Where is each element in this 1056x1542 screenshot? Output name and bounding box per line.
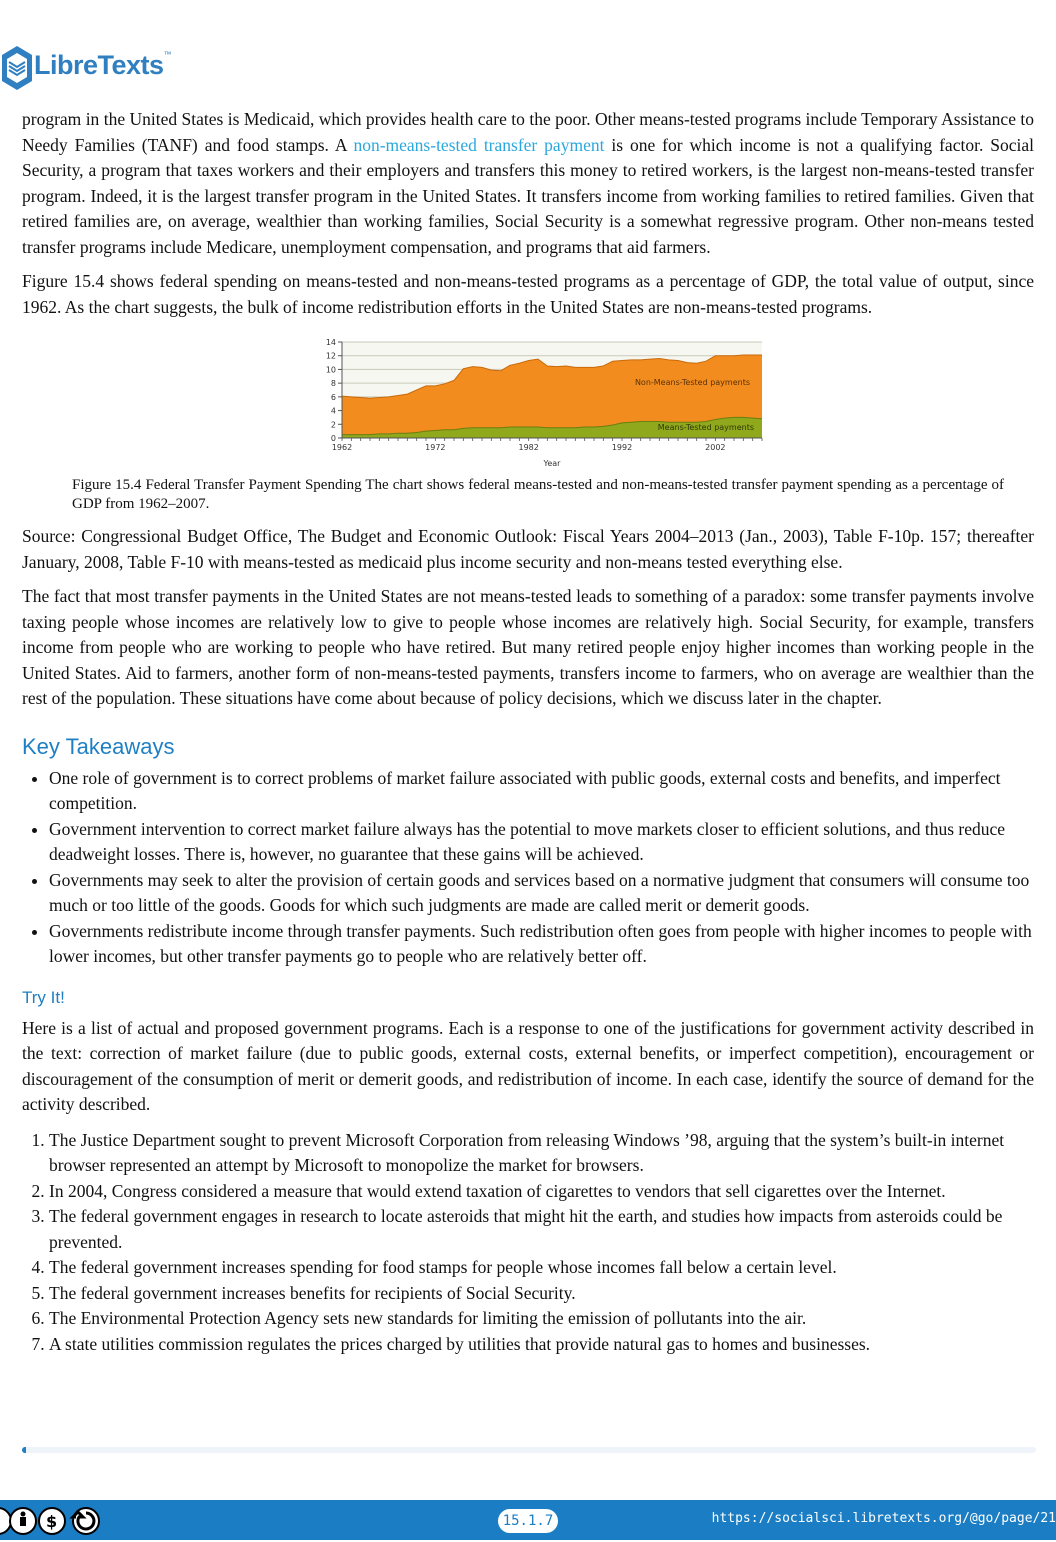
- y-tick-label: 12: [325, 351, 336, 361]
- list-item: • One role of government is to correct problems of market failure associated with public goods, external costs and benefits, and imperfect competition.: [49, 766, 1034, 817]
- list-item: • Government intervention to correct market failure always has the potential to move markets closer to efficient solutions, and thus reduce deadweight losses. There is, however, no guarantee that these gains will be achieved.: [49, 817, 1034, 868]
- y-tick-label: 4: [330, 406, 336, 416]
- logo-text: LibreTexts: [34, 50, 164, 80]
- x-tick-label: 1982: [518, 443, 539, 452]
- logo-wordmark[interactable]: [34, 50, 171, 81]
- x-tick-label: 1992: [611, 443, 633, 452]
- try-it-list: [22, 1128, 1034, 1358]
- key-takeaways-heading: Key Takeaways: [22, 733, 175, 759]
- x-tick-label: 1972: [425, 443, 446, 452]
- list-item: • Governments redistribute income through transfer payments. Such redistribution often goes from people with higher incomes to people with lower incomes, but other transfer payments go to people who are relatively better off.: [49, 919, 1034, 970]
- y-tick-label: 2: [330, 420, 336, 430]
- source-note: Source: Congressional Budget Office, The Budget and Economic Outlook: Fiscal Years 2004–2013 (Jan., 2003), Table F-10p. 157; thereafter January, 2008, Table F-10 with means-tested as medicaid plus income security and non-means tested everything else.: [22, 526, 1034, 572]
- figure-caption: Figure 15.4 Federal Transfer Payment Spending The chart shows federal means-tested and non-means-tested transfer payment spending as a percentage of GDP from 1962–2007.: [72, 477, 1004, 512]
- series-label-means-tested: Means-Tested payments: [657, 423, 754, 432]
- x-axis-label: Year: [543, 459, 561, 468]
- list-item: • Governments may seek to alter the provision of certain goods and services based on a normative judgment that consumers will consume too much or too little of the goods. Goods for which such judgments are made are called merit or demerit goods.: [49, 868, 1034, 919]
- series-label-non-means-tested: Non-Means-Tested payments: [634, 378, 750, 387]
- list-item: 7. A state utilities commission regulates the prices charged by utilities that provide natural gas to homes and businesses.: [49, 1332, 1034, 1358]
- y-tick-label: 10: [325, 365, 336, 375]
- paragraph-paradox: The fact that most transfer payments in the United States are not means-tested leads to something of a paradox: some transfer payments involve taxing people whose incomes are relatively low to give to people whose incomes are relatively high. Social Security, for example, transfers income from people who are working to people who have retired. But many retired people enjoy higher incomes than working people in the United States. Aid to farmers, another form of non-means-tested payments, transfers income to farmers, who on average are wealthier than the rest of the population. These situations have come about because of policy decisions, which we discuss later in the chapter.: [22, 586, 1034, 708]
- transfer-payment-chart: [302, 334, 772, 476]
- glossary-link-non-means-tested[interactable]: non-means-tested transfer payment: [353, 134, 605, 155]
- logo-trademark: ™: [163, 50, 172, 59]
- libretexts-logo-icon[interactable]: [0, 42, 34, 94]
- paragraph-text: is one for which income is not a qualifying factor. Social Security, a program that taxes workers and their employers and transfers this money to retired workers, is the largest non-means-tested transfer program. Indeed, it is the largest transfer program in the United States. It transfers income from working families to retired families. Given that retired families are, on average, wealthier than working families, Social Security is a somewhat regressive program. Other non-means tested transfer programs include Medicare, unemployment compensation, and programs that aid farmers.: [22, 134, 1034, 257]
- y-tick-label: 6: [330, 392, 336, 402]
- creative-commons-license-icon[interactable]: [0, 1506, 104, 1536]
- site-header: [0, 36, 300, 100]
- x-tick-label: 1962: [331, 443, 353, 452]
- try-it-intro: Here is a list of actual and proposed government programs. Each is a response to one of the justifications for government activity described in the text: correction of market failure (due to public goods, external costs, external benefits, or imperfect competition), encouragement or discouragement of the consumption of merit or demerit goods, and redistribution of income. In each case, identify the source of demand for the activity described.: [22, 1017, 1034, 1114]
- y-tick-label: 8: [330, 379, 336, 389]
- svg-text:$: $: [46, 1512, 58, 1531]
- y-tick-label: 14: [325, 338, 336, 347]
- list-item: 2. In 2004, Congress considered a measure that would extend taxation of cigarettes to vendors that sell cigarettes over the Internet.: [49, 1179, 1034, 1205]
- paragraph-figure-intro: Figure 15.4 shows federal spending on means-tested and non-means-tested programs as a percentage of GDP, the total value of output, since 1962. As the chart suggests, the bulk of income redistribution efforts in the United States are non-means-tested programs.: [22, 271, 1034, 317]
- page-footer: [0, 1500, 1056, 1540]
- page-url-link[interactable]: https://socialsci.libretexts.org/@go/page/21: [711, 1511, 1056, 1526]
- paragraph-means-tested: [22, 107, 1034, 260]
- list-item: 1. The Justice Department sought to prevent Microsoft Corporation from releasing Windows ’98, arguing that the system’s built-in internet browser represented an attempt by Microsoft to monopolize the market for browsers.: [49, 1128, 1034, 1179]
- list-item: 5. The federal government increases benefits for recipients of Social Security.: [49, 1281, 1034, 1307]
- try-it-heading: Try It!: [22, 987, 65, 1007]
- page-number: 15.1.7: [498, 1509, 558, 1533]
- y-tick-label: 0: [330, 434, 336, 443]
- figure-15-4: [22, 334, 1034, 476]
- paragraph-text: program in the United States is Medicaid, which provides health care to the poor. Other means-tested programs include Temporary Assistance to Needy Families (TANF) and food stamps. A: [22, 109, 1034, 155]
- list-item: 4. The federal government increases spending for food stamps for people whose incomes fall below a certain level.: [49, 1255, 1034, 1281]
- list-item: 6. The Environmental Protection Agency sets new standards for limiting the emission of pollutants into the air.: [49, 1306, 1034, 1332]
- key-takeaways-list: [22, 766, 1034, 970]
- list-item: 3. The federal government engages in research to locate asteroids that might hit the earth, and studies how impacts from asteroids could be prevented.: [49, 1204, 1034, 1255]
- page-content: [22, 107, 1034, 1357]
- x-tick-label: 2002: [705, 443, 726, 452]
- section-divider: [22, 1447, 1036, 1453]
